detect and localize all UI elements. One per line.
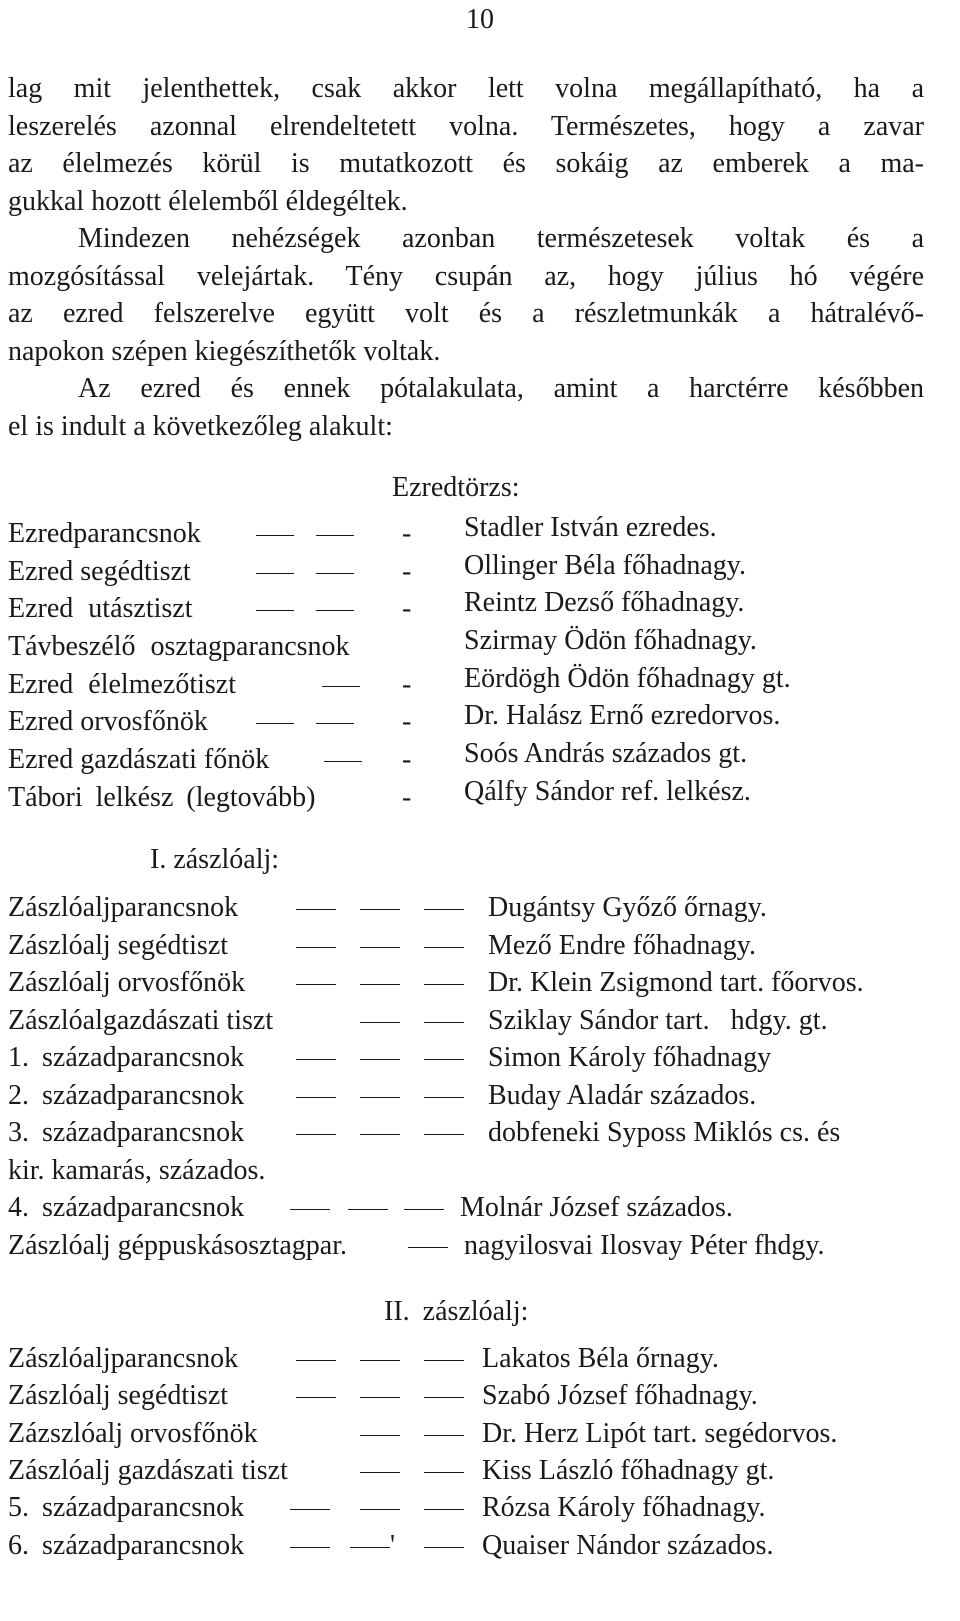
dash-rule [290,1547,330,1548]
list-item [0,1230,960,1268]
list-item [0,1005,960,1043]
dash-rule [256,610,294,611]
heading-text: zászlóalj: [422,1296,529,1327]
text-line: gukkal hozott élelemből éldegéltek. [8,185,408,217]
list-item [0,892,960,930]
text-line: Az ezred és ennek pótalakulata, amint a harctérre későbben [78,373,924,404]
page-number: 10 [466,4,494,35]
role-label: Zászlóalj géppuskásosztagpar. [8,1230,348,1261]
separator: - [402,518,412,549]
dash-rule [360,984,400,985]
role-label: 3. századparancsnok [8,1117,245,1148]
dash-rule [360,1435,400,1436]
heading-number: II. [384,1296,410,1327]
dash-rule [424,1134,464,1135]
list-item [0,1192,960,1230]
text-line: napokon szépen kiegészíthetők voltak. [8,335,441,367]
person-name: Kiss László főhadnagy gt. [482,1455,775,1486]
dash-rule [404,1209,444,1210]
person-name: Mező Endre főhadnagy. [488,930,756,961]
text-line: leszerelés azonnal elrendeltetett volna. Természetes, hogy a zavar [8,110,924,142]
dash-rule [360,1360,400,1361]
person-name: Quaiser Nándor százados. [482,1530,774,1561]
role-label: Zászlóalj segédtiszt [8,930,229,961]
list-item [0,1418,960,1456]
dash-rule [360,1134,400,1135]
separator: - [402,556,412,587]
dash-rule [424,947,464,948]
role-label: Zászlóalj orvosfőnök [8,967,246,998]
dash-rule [296,1360,336,1361]
list-item [0,1455,960,1493]
text-line: el is indult a következőleg alakult: [8,410,393,442]
role-label: 2. századparancsnok [8,1080,245,1111]
dash-rule [348,1209,388,1210]
separator: - [402,593,412,624]
dash-rule [424,1472,464,1473]
dash-rule [296,1059,336,1060]
section-heading-battalion-1: I. zászlóalj: [150,844,280,875]
text-line: az élelmezés körül is mutatkozott és sokáig az emberek a ma- [8,148,924,179]
dash-rule [424,1397,464,1398]
section-heading-battalion-2 [384,1296,528,1328]
list-item [0,1492,960,1530]
role-label: Ezred gazdászati főnök [8,744,270,775]
role-label: 5. századparancsnok [8,1492,245,1523]
person-name: nagyilosvai Ilosvay Péter fhdgy. [464,1230,825,1261]
role-label: 6. századparancsnok [8,1530,245,1561]
role-label: kir. kamarás, százados. [8,1155,266,1186]
person-name: Simon Károly főhadnagy [488,1042,772,1073]
dash-rule [360,909,400,910]
list-item [0,1117,960,1155]
person-name: Stadler István ezredes. [464,512,717,543]
dash-rule [360,1397,400,1398]
dash-rule [360,1509,400,1510]
person-name: Rózsa Károly főhadnagy. [482,1492,766,1523]
section-heading-staff: Ezredtörzs: [392,472,520,503]
list-item [0,776,960,820]
dash-rule [256,535,294,536]
dash-rule [424,1097,464,1098]
dash-rule [360,947,400,948]
dash-rule [424,1360,464,1361]
role-label: 4. századparancsnok [8,1192,245,1223]
list-item [0,967,960,1005]
role-label: Ezred orvosfőnök [8,706,208,737]
paragraph-3 [8,370,924,445]
role-label: Zászlóaljparancsnok [8,1343,239,1374]
dash-rule [424,1509,464,1510]
dash-rule [296,1097,336,1098]
dash-rule [256,573,294,574]
dash-rule [290,1209,330,1210]
dash-rule [296,947,336,948]
apostrophe-mark: ' [390,1530,396,1561]
dash-rule [316,723,354,724]
person-name: Szirmay Ödön főhadnagy. [464,625,757,656]
dash-rule [256,723,294,724]
dash-rule [360,1472,400,1473]
role-label: Ezred utásztiszt [8,593,193,624]
role-label: Ezredparancsnok [8,518,201,549]
dash-rule [360,1097,400,1098]
separator: - [402,744,412,775]
dash-rule [360,1022,400,1023]
person-name: Molnár József százados. [460,1192,733,1223]
person-name: dobfeneki Syposs Miklós cs. és [488,1117,841,1148]
list-item [0,1530,960,1568]
dash-rule [296,1134,336,1135]
role-label: Zászlóalj segédtiszt [8,1380,229,1411]
list-item [0,930,960,968]
separator: - [402,706,412,737]
dash-rule [424,1435,464,1436]
dash-rule [296,1397,336,1398]
dash-rule [322,686,360,687]
dash-rule [296,984,336,985]
dash-rule [316,535,354,536]
person-name: Ollinger Béla főhadnagy. [464,550,746,581]
role-label: Zázszlóalj orvosfőnök [8,1418,258,1449]
separator: - [402,669,412,700]
person-name: Szabó József főhadnagy. [482,1380,758,1411]
person-name: Lakatos Béla őrnagy. [482,1343,719,1374]
person-name: Buday Aladár százados. [488,1080,757,1111]
role-label: Távbeszélő osztagparancsnok [8,631,350,662]
dash-rule [316,610,354,611]
person-name: Dr. Herz Lipót tart. segédorvos. [482,1418,838,1449]
dash-rule [316,573,354,574]
dash-rule [290,1509,330,1510]
text-line: mozgósítással velejártak. Tény csupán az, hogy július hó végére [8,260,924,292]
dash-rule [324,761,362,762]
person-name: Qálfy Sándor ref. lelkész. [464,776,751,807]
person-name: Dugántsy Győző őrnagy. [488,892,767,923]
person-name: Eördögh Ödön főhadnagy gt. [464,663,791,694]
role-label: Ezred élelmezőtiszt [8,669,236,700]
person-name: Soós András százados gt. [464,738,748,769]
dash-rule [296,909,336,910]
role-label: Ezred segédtiszt [8,556,191,587]
list-item [0,1080,960,1118]
person-name: Dr. Halász Ernő ezredorvos. [464,700,781,731]
role-label: Tábori lelkész (legtovább) [8,782,316,813]
list-item [0,1155,960,1193]
dash-rule [424,909,464,910]
person-name: Dr. Klein Zsigmond tart. főorvos. [488,967,864,998]
role-label: Zászlóalgazdászati tiszt [8,1005,274,1036]
role-label: Zászlóalj gazdászati tiszt [8,1455,288,1486]
role-label: Zászlóaljparancsnok [8,892,239,923]
dash-rule [350,1547,390,1548]
list-item [0,1343,960,1381]
dash-rule [424,984,464,985]
list-item [0,1042,960,1080]
dash-rule [408,1247,448,1248]
dash-rule [424,1022,464,1023]
role-label: 1. századparancsnok [8,1042,245,1073]
person-name: Sziklay Sándor tart. hdgy. gt. [488,1005,828,1036]
list-item [0,1380,960,1418]
paragraph-2 [8,220,924,370]
dash-rule [360,1059,400,1060]
separator: - [402,782,412,813]
text-line: az ezred felszerelve együtt volt és a részletmunkák a hátralévő- [8,298,924,329]
paragraph-1 [8,70,924,220]
text-line: Mindezen nehézségek azonban természetesek voltak és a [78,223,924,254]
dash-rule [424,1547,464,1548]
person-name: Reintz Dezső főhadnagy. [464,587,745,618]
dash-rule [424,1059,464,1060]
text-line: lag mit jelenthettek, csak akkor lett volna megállapítható, ha a [8,73,924,104]
